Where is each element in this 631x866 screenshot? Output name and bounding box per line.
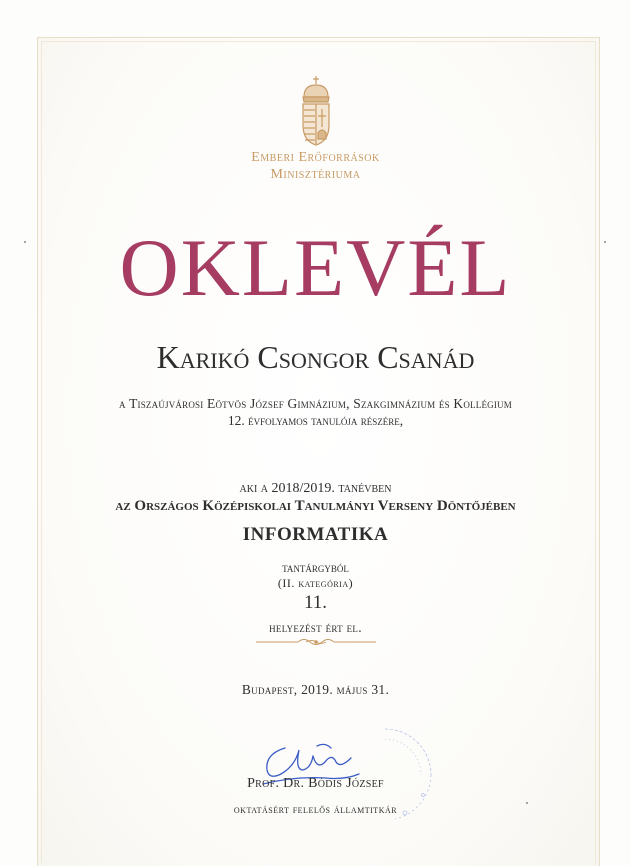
- school-line1: a Tiszaújvárosi Eötvös József Gimnázium, Szakgimnázium és Kollégium: [119, 396, 512, 411]
- scan-speck: [526, 802, 528, 804]
- recipient-name: Karikó Csongor Csanád: [156, 339, 475, 375]
- competition-name: az Országos Középiskolai Tanulmányi Verseny Döntőjében: [115, 498, 516, 514]
- school-line2: 12. évfolyamos tanulója részére,: [227, 413, 404, 428]
- document-title: OKLEVÉL: [119, 222, 512, 313]
- signatory-title: oktatásért felelős államtitkár: [233, 804, 398, 816]
- hungarian-coat-of-arms-icon: [298, 75, 334, 147]
- category-label: (II. kategória): [277, 576, 354, 590]
- signatory-name: Prof. Dr. Bódis József: [247, 776, 384, 791]
- scan-speck: [604, 241, 606, 243]
- ornament-divider-icon: [254, 637, 378, 647]
- school-year-line: aki a 2018/2019. tanévben: [239, 481, 392, 496]
- ministry-name-line1: Emberi Erőforrások: [251, 150, 380, 165]
- subject-suffix: tantárgyból: [282, 560, 349, 575]
- ministry-name-line2: Minisztériuma: [270, 167, 361, 182]
- place-and-date: Budapest, 2019. május 31.: [241, 682, 390, 697]
- placement-number: 11.: [303, 592, 328, 613]
- subject-name: INFORMATIKA: [242, 524, 389, 545]
- scan-speck: [24, 241, 26, 243]
- achievement-text: helyezést ért el.: [269, 620, 362, 635]
